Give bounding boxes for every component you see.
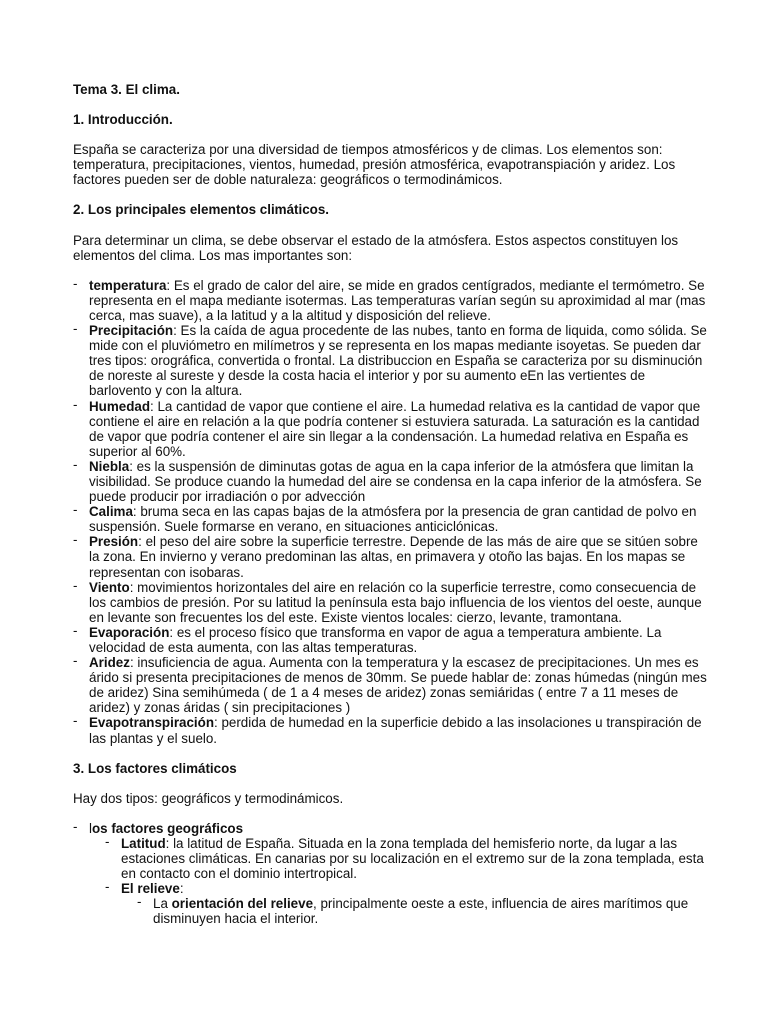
list-item — [73, 715, 708, 745]
paragraph-introduccion: España se caracteriza por una diversidad de tiempos atmosféricos y de climas. Los elementos son: temperatura, precipitaciones, vientos, humedad, presión atmosférica, evapotranspiación y aridez. Los factores pueden ser de doble naturaleza: geográficos o termodinámicos. — [73, 142, 676, 188]
item-prefix: l — [89, 820, 92, 836]
item-term: orientación del relieve — [171, 896, 314, 912]
list-item — [73, 396, 708, 459]
section-heading-elementos: 2. Los principales elementos climáticos. — [73, 202, 330, 218]
paragraph-elementos-intro: Para determinar un clima, se debe observar el estado de la atmósfera. Estos aspectos constituyen los elementos del clima. Los mas importantes son: — [73, 232, 679, 263]
dash-bullet: - — [73, 321, 78, 337]
item-term: Niebla — [89, 458, 130, 474]
list-item — [73, 534, 708, 579]
dash-bullet: - — [137, 894, 142, 910]
item-term: Humedad — [89, 398, 151, 414]
dash-bullet: - — [105, 879, 110, 895]
dash-bullet: - — [73, 502, 78, 518]
factors-list — [73, 818, 708, 927]
item-text: : Es la caída de agua procedente de las nubes, tanto en forma de liquida, como sólida. Se mide con el pluviómetro en milímetros y se representa en los mapas mediante isoyetas. Se pueden dar tres tipos: orográfica, convertida o frontal. La distribuccion en España se caracteriza por su disminución de noreste al sureste y desde la costa hacia el interior y por su aumento eEn las vertientes de barlovento y con la altura. — [89, 323, 707, 399]
dash-bullet: - — [73, 275, 78, 291]
dash-bullet: - — [73, 713, 78, 729]
item-term: Evaporación — [89, 624, 170, 640]
list-item-relieve — [105, 881, 708, 926]
list-item-orientacion — [137, 896, 708, 926]
item-term: Evapotranspiración — [89, 715, 215, 731]
document-title: Tema 3. El clima. — [73, 82, 180, 97]
item-text: : es la suspensión de diminutas gotas de agua en la capa inferior de la atmósfera que limitan la visibilidad. Se produce cuando la humedad del aire se condensa en la capa inferior de la atmósfera. Se puede producir por irradiación o por advección — [89, 458, 702, 505]
list-item — [73, 275, 708, 323]
section-heading-introduccion: 1. Introducción. — [73, 112, 173, 128]
item-term: Latitud — [121, 835, 166, 851]
item-term: Calima — [89, 504, 133, 520]
dash-bullet: - — [105, 833, 110, 849]
dash-bullet: - — [73, 577, 78, 593]
list-item — [73, 504, 708, 534]
dash-bullet: - — [73, 653, 78, 669]
item-term: Viento — [89, 579, 130, 595]
item-term: Precipitación — [89, 323, 174, 339]
list-item-latitud — [105, 833, 708, 882]
dash-bullet: - — [73, 818, 78, 834]
item-term: os factores geográficos — [91, 820, 244, 836]
dash-bullet: - — [73, 396, 78, 412]
list-item-factores-geograficos — [73, 818, 708, 927]
list-item — [73, 456, 708, 505]
item-text: : la latitud de España. Situada en la zona templada del hemisferio norte, da lugar a las estaciones climáticas. En canarias por su localización en el extremo sur de la zona templada, esta en contacto con el dominio intertropical. — [121, 835, 704, 882]
section-heading-factores: 3. Los factores climáticos — [73, 760, 237, 776]
item-text: : — [179, 881, 184, 897]
geo-sublist — [89, 833, 708, 927]
list-item — [73, 655, 708, 715]
item-text: , principalmente oeste a este, influencia de aires marítimos que disminuyen hacia el interior. — [153, 896, 689, 927]
item-text: : movimientos horizontales del aire en relación co la superficie terrestre, como consecuencia de los cambios de presión. Por su latitud la península esta bajo influencia de los vientos del oeste, aunque en levante son frecuentes los del este. Existe vientos locales: cierzo, levante, tramontana. — [89, 579, 702, 625]
list-item — [73, 622, 708, 655]
item-text: : Es el grado de calor del aire, se mide en grados centígrados, mediante el termómetro. Se representa en el mapa mediante isotermas. Las temperaturas varían según su aproximidad al mar (mas cerca, mas suave), a la latitud y a la altitud y disposición del relieve. — [89, 277, 706, 323]
list-item — [73, 577, 708, 625]
dash-bullet: - — [73, 532, 78, 548]
item-text: : perdida de humedad en la superficie debido a las insolaciones u transpiración de las plantas y el suelo. — [89, 715, 702, 746]
item-text: : es el proceso físico que transforma en vapor de agua a temperatura ambiente. La velocidad de esta aumenta, con las altas temperaturas. — [89, 624, 662, 655]
item-term: Aridez — [89, 655, 130, 671]
list-item — [73, 323, 708, 398]
item-text: : insuficiencia de agua. Aumenta con la temperatura y la escasez de precipitaciones. Un mes es árido si presenta precipitaciones de menos de 30mm. Se puede hablar de: zonas húmedas (ningún mes de aridez) Sina semihúmeda ( de 1 a 4 meses de aridez) zonas semiáridas ( entre 7 a 11 meses de aridez) y zonas áridas ( sin precipitaciones ) — [89, 655, 707, 716]
item-term: El relieve — [121, 881, 180, 897]
item-text: : bruma seca en las capas bajas de la atmósfera por la presencia de gran cantidad de polvo en suspensión. Suele formarse en verano, en situaciones anticiclónicas. — [89, 504, 697, 535]
relieve-sublist — [121, 896, 708, 926]
item-text: : el peso del aire sobre la superficie terrestre. Depende de las más de aire que se sitúen sobre la zona. En invierno y verano predominan las altas, en primavera y otoño las bajas. En los mapas se representan con isobaras. — [89, 534, 698, 580]
item-term: temperatura — [89, 277, 167, 293]
item-text: : La cantidad de vapor que contiene el aire. La humedad relativa es la cantidad de vapor que contiene el aire en relación a la que podría contener si estuviera saturada. La saturación es la cantidad de vapor que podría contener el aire sin llegar a la condensación. La humedad relativa en España es superior al 60%. — [89, 398, 701, 459]
item-prefix: La — [153, 896, 172, 912]
dash-bullet: - — [73, 622, 78, 638]
item-term: Presión — [89, 534, 139, 550]
paragraph-factores-intro: Hay dos tipos: geográficos y termodinámicos. — [73, 790, 344, 806]
dash-bullet: - — [73, 456, 78, 472]
elements-list — [73, 275, 708, 746]
